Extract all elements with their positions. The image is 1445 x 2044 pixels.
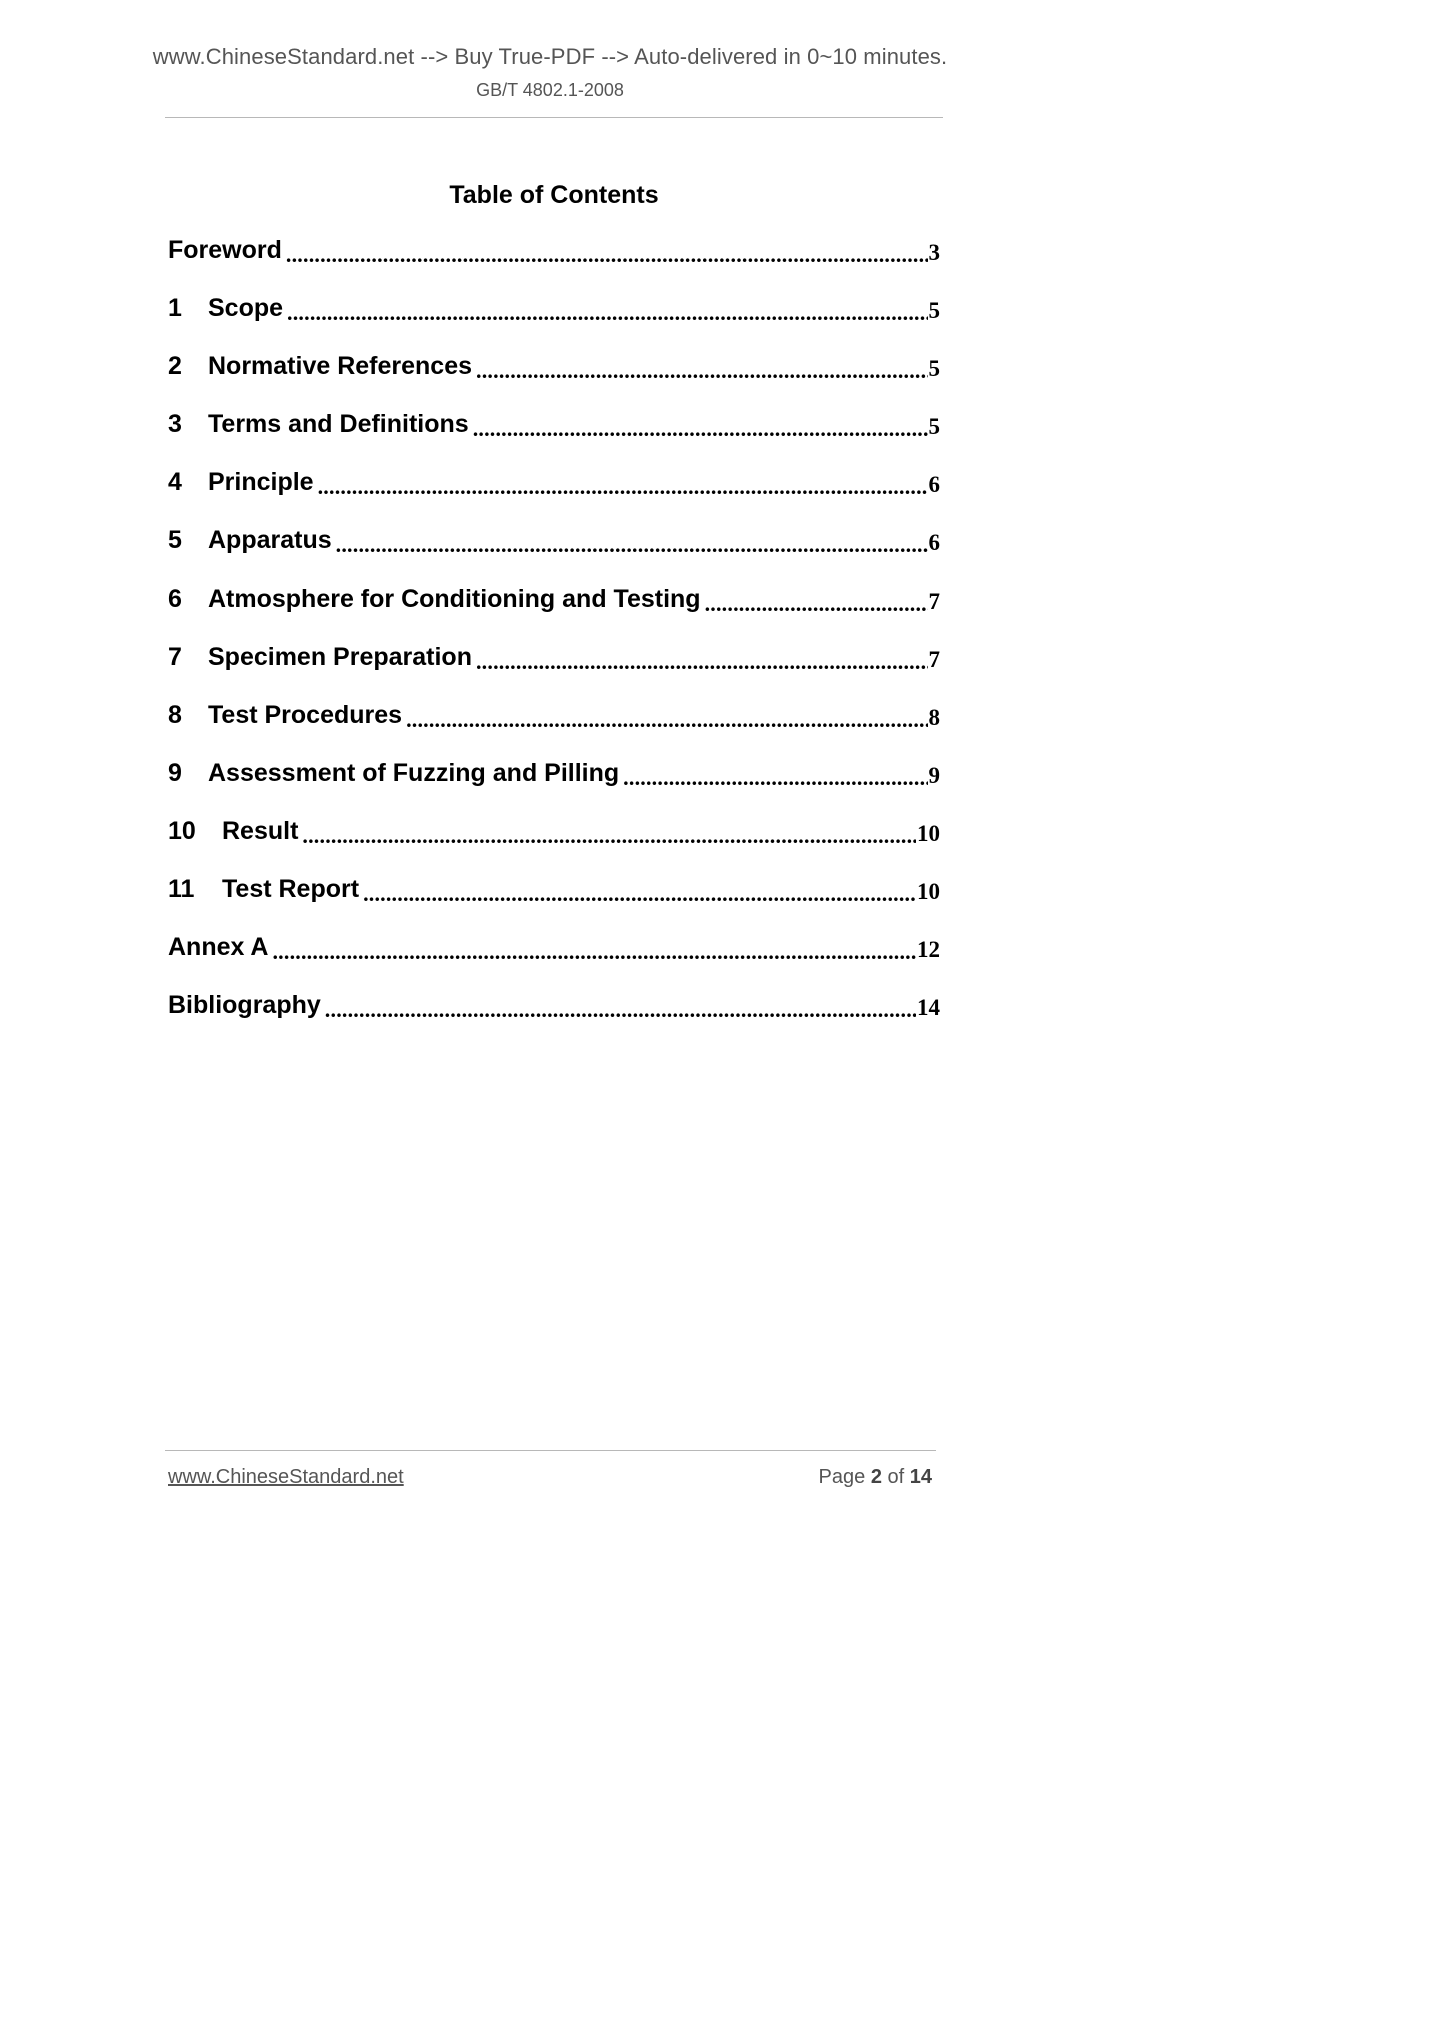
toc-entry-page: 10 bbox=[917, 820, 940, 846]
toc-entry-number: 4 bbox=[168, 468, 182, 497]
toc-entry-page: 9 bbox=[928, 762, 940, 788]
toc-entry-page: 6 bbox=[928, 472, 940, 498]
toc-entry-number: 1 bbox=[168, 294, 182, 323]
toc-entry-apparatus[interactable] bbox=[168, 526, 940, 584]
toc-entry-text: Atmosphere for Conditioning and Testing bbox=[208, 584, 701, 613]
toc-entry-text: Foreword bbox=[168, 236, 282, 264]
toc-entry-atmosphere[interactable] bbox=[168, 585, 940, 643]
toc-entry-text: Annex A bbox=[168, 933, 269, 962]
toc-entry-number: 2 bbox=[168, 352, 182, 381]
toc-entry-page: 5 bbox=[928, 298, 940, 324]
toc-entry-text: Normative References bbox=[208, 352, 473, 381]
toc-leader-dots bbox=[272, 933, 916, 965]
toc-entry-page: 6 bbox=[928, 530, 940, 556]
toc-leader-dots bbox=[476, 352, 927, 384]
toc-entry-text: Terms and Definitions bbox=[208, 410, 469, 439]
toc-leader-dots bbox=[336, 526, 928, 558]
toc-entry-number: 6 bbox=[168, 584, 182, 613]
toc-leader-dots bbox=[705, 585, 928, 617]
toc-entry-page: 12 bbox=[917, 937, 940, 963]
footer-website-link[interactable]: www.ChineseStandard.net bbox=[168, 1466, 404, 1488]
toc-entry-number: 8 bbox=[168, 700, 182, 729]
toc-entry-number: 11 bbox=[168, 875, 195, 904]
toc-leader-dots bbox=[406, 701, 927, 733]
toc-entry-normative-references[interactable] bbox=[168, 352, 940, 410]
toc-entry-principle[interactable] bbox=[168, 468, 940, 526]
toc-leader-dots bbox=[325, 991, 916, 1023]
toc-entry-number: 10 bbox=[168, 816, 196, 845]
toc-leader-dots bbox=[623, 759, 927, 791]
toc-entry-result[interactable] bbox=[168, 817, 940, 875]
toc-entry-test-report[interactable] bbox=[168, 875, 940, 933]
toc-entry-page: 10 bbox=[917, 879, 940, 905]
toc-entry-text: Test Procedures bbox=[208, 700, 403, 729]
toc-title: Table of Contents bbox=[449, 181, 659, 209]
header-banner-text: www.ChineseStandard.net --> Buy True-PDF --> Auto-delivered in 0~10 minutes. bbox=[152, 44, 948, 69]
toc-leader-dots bbox=[318, 468, 928, 500]
toc-leader-dots bbox=[363, 875, 916, 907]
footer-page-prefix: Page bbox=[818, 1466, 866, 1488]
table-of-contents bbox=[168, 236, 940, 1049]
footer-page-total: 14 bbox=[909, 1466, 932, 1488]
toc-entry-test-procedures[interactable] bbox=[168, 701, 940, 759]
header-divider bbox=[165, 117, 943, 118]
toc-entry-text: Bibliography bbox=[168, 991, 321, 1020]
toc-entry-page: 3 bbox=[928, 240, 940, 265]
toc-entry-specimen-preparation[interactable] bbox=[168, 643, 940, 701]
footer-page-number bbox=[819, 1466, 932, 1489]
footer-divider bbox=[165, 1450, 936, 1451]
toc-leader-dots bbox=[302, 817, 916, 849]
toc-leader-dots bbox=[287, 294, 927, 326]
toc-entry-page: 5 bbox=[928, 356, 940, 382]
toc-entry-text: Test Report bbox=[222, 875, 360, 904]
toc-entry-assessment[interactable] bbox=[168, 759, 940, 817]
toc-entry-page: 7 bbox=[928, 588, 940, 614]
toc-entry-number: 7 bbox=[168, 642, 182, 671]
footer-page-of: of bbox=[887, 1466, 905, 1488]
toc-entry-page: 14 bbox=[917, 995, 940, 1021]
toc-entry-text: Scope bbox=[208, 294, 284, 323]
toc-entry-text: Result bbox=[222, 816, 299, 845]
toc-leader-dots bbox=[476, 643, 928, 675]
toc-entry-number: 9 bbox=[168, 758, 182, 787]
toc-entry-annex-a[interactable] bbox=[168, 933, 940, 991]
toc-leader-dots bbox=[473, 410, 928, 442]
toc-entry-scope[interactable] bbox=[168, 294, 940, 352]
toc-entry-text: Specimen Preparation bbox=[208, 642, 472, 671]
header-standard-number: GB/T 4802.1-2008 bbox=[476, 80, 624, 100]
footer-page-current: 2 bbox=[870, 1466, 882, 1488]
toc-entry-page: 8 bbox=[928, 704, 940, 730]
toc-entry-number: 3 bbox=[168, 410, 182, 439]
toc-leader-dots bbox=[286, 236, 928, 268]
toc-entry-text: Apparatus bbox=[208, 526, 332, 555]
toc-entry-bibliography[interactable] bbox=[168, 991, 940, 1049]
toc-entry-number: 5 bbox=[168, 526, 182, 555]
toc-entry-terms-and-definitions[interactable] bbox=[168, 410, 940, 468]
toc-entry-text: Assessment of Fuzzing and Pilling bbox=[208, 758, 620, 787]
toc-entry-foreword[interactable] bbox=[168, 236, 940, 294]
toc-entry-text: Principle bbox=[208, 468, 314, 497]
toc-entry-page: 7 bbox=[928, 646, 940, 672]
toc-entry-page: 5 bbox=[928, 414, 940, 440]
